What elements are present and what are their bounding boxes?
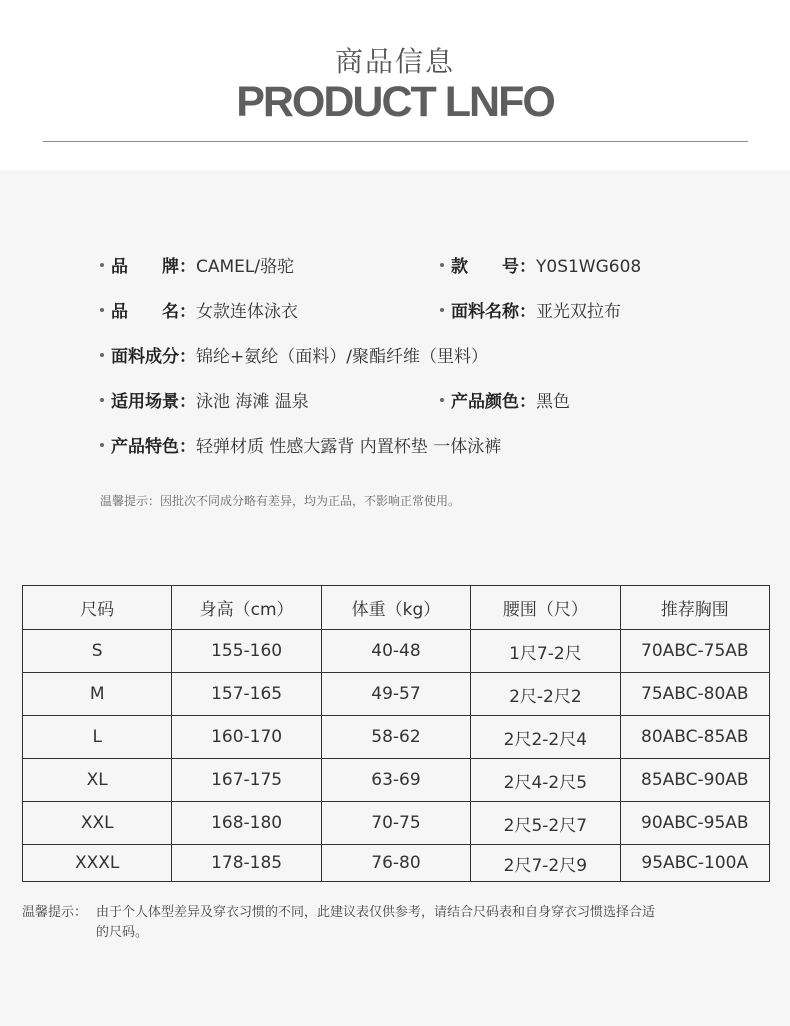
cell-waist: 2尺7-2尺9	[471, 845, 620, 882]
cell-bust: 85ABC-90AB	[620, 759, 769, 802]
header-height: 身高（cm）	[172, 586, 321, 630]
info-name	[100, 300, 298, 324]
cell-height: 167-175	[172, 759, 321, 802]
cell-size: XXL	[23, 802, 172, 845]
size-chart-table	[22, 585, 770, 882]
header-size: 尺码	[23, 586, 172, 630]
table-row	[23, 716, 770, 759]
tip-label: 温馨提示：	[22, 905, 88, 920]
features-label: 产品特色：	[111, 437, 196, 457]
cell-bust: 90ABC-95AB	[620, 802, 769, 845]
fabric-name-label: 面料名称：	[451, 302, 536, 322]
cell-size: L	[23, 716, 172, 759]
bullet-icon	[100, 353, 104, 357]
header-divider	[43, 141, 748, 142]
header-section	[0, 0, 790, 170]
info-features	[100, 435, 501, 459]
cell-waist: 2尺5-2尺7	[471, 802, 620, 845]
bullet-icon	[100, 308, 104, 312]
info-fabric-name	[440, 300, 621, 324]
cell-size: XL	[23, 759, 172, 802]
composition-value: 锦纶+氨纶（面料）/聚酯纤维（里料）	[196, 347, 488, 367]
cell-bust: 80ABC-85AB	[620, 716, 769, 759]
style-no-label: 款 号：	[451, 257, 536, 277]
bullet-icon	[100, 443, 104, 447]
table-row	[23, 759, 770, 802]
cell-size: S	[23, 630, 172, 673]
scene-label: 适用场景：	[111, 392, 196, 412]
composition-label: 面料成分：	[111, 347, 196, 367]
bullet-icon	[440, 263, 444, 267]
cell-weight: 40-48	[321, 630, 470, 673]
brand-value: CAMEL/骆驼	[196, 257, 295, 277]
style-no-value: Y0S1WG608	[536, 257, 642, 277]
scene-value: 泳池 海滩 温泉	[196, 392, 309, 412]
header-waist: 腰围（尺）	[471, 586, 620, 630]
features-value: 轻弹材质 性感大露背 内置杯垫 一体泳裤	[196, 437, 502, 457]
table-row	[23, 802, 770, 845]
cell-waist: 2尺2-2尺4	[471, 716, 620, 759]
bullet-icon	[440, 308, 444, 312]
header-bust: 推荐胸围	[620, 586, 769, 630]
cell-waist: 1尺7-2尺	[471, 630, 620, 673]
info-scene	[100, 390, 309, 414]
cell-weight: 76-80	[321, 845, 470, 882]
cell-bust: 70ABC-75AB	[620, 630, 769, 673]
section-title-cn: 商品信息	[334, 45, 455, 78]
fabric-note: 温馨提示：因批次不同成分略有差异，均为正品，不影响正常使用。	[100, 494, 461, 508]
tip-text: 由于个人体型差异及穿衣习惯的不同，此建议表仅供参考，请结合尺码表和自身穿衣习惯选择合适的尺码。	[96, 905, 656, 940]
cell-bust: 95ABC-100A	[620, 845, 769, 882]
cell-height: 160-170	[172, 716, 321, 759]
table-row	[23, 845, 770, 882]
fabric-name-value: 亚光双拉布	[536, 302, 621, 322]
table-header-row	[23, 586, 770, 630]
info-brand	[100, 255, 294, 279]
cell-size: M	[23, 673, 172, 716]
name-value: 女款连体泳衣	[196, 302, 298, 322]
color-value: 黑色	[536, 392, 570, 412]
name-label: 品 名：	[111, 302, 196, 322]
cell-weight: 63-69	[321, 759, 470, 802]
bullet-icon	[100, 263, 104, 267]
info-composition	[100, 345, 488, 369]
brand-label: 品 牌：	[111, 257, 196, 277]
section-title-en: PRODUCT LNFO	[236, 78, 554, 126]
bullet-icon	[100, 398, 104, 402]
cell-waist: 2尺4-2尺5	[471, 759, 620, 802]
cell-height: 155-160	[172, 630, 321, 673]
color-label: 产品颜色：	[451, 392, 536, 412]
cell-weight: 58-62	[321, 716, 470, 759]
info-style-no	[440, 255, 641, 279]
cell-weight: 70-75	[321, 802, 470, 845]
info-color	[440, 390, 570, 414]
cell-bust: 75ABC-80AB	[620, 673, 769, 716]
table-row	[23, 630, 770, 673]
cell-waist: 2尺-2尺2	[471, 673, 620, 716]
header-weight: 体重（kg）	[321, 586, 470, 630]
cell-weight: 49-57	[321, 673, 470, 716]
cell-height: 178-185	[172, 845, 321, 882]
cell-height: 157-165	[172, 673, 321, 716]
cell-height: 168-180	[172, 802, 321, 845]
table-row	[23, 673, 770, 716]
cell-size: XXXL	[23, 845, 172, 882]
bullet-icon	[440, 398, 444, 402]
